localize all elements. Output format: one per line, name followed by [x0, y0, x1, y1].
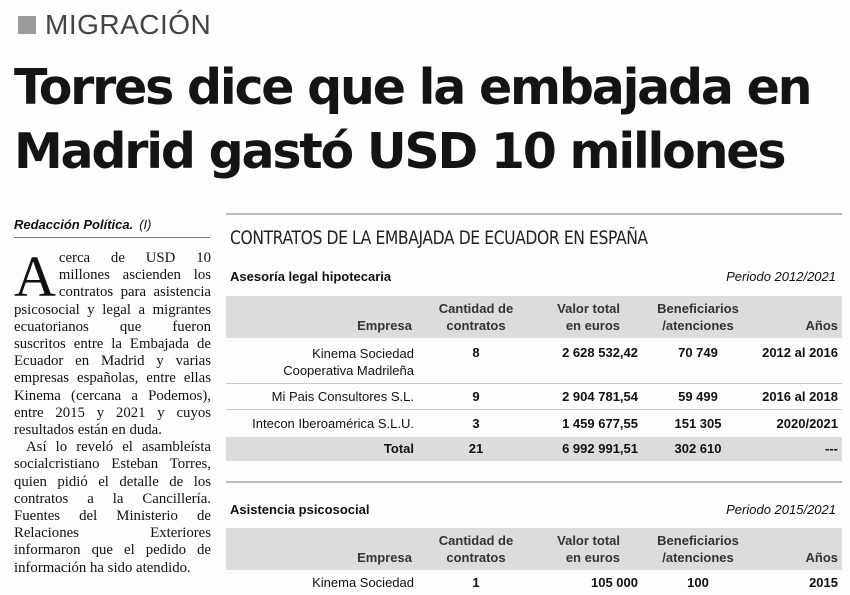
header-cantidad: Cantidad de contratos: [438, 533, 514, 565]
header-cantidad: Cantidad de contratos: [438, 301, 514, 333]
cell-cantidad: 8: [472, 345, 480, 360]
cell-beneficiarios: 59 499: [678, 389, 718, 404]
cell-cantidad: 1: [472, 575, 480, 590]
cell-empresa: Kinema Sociedad Cooperativa Madrileña: [283, 346, 414, 378]
table-row: [226, 345, 842, 381]
cell-cantidad: 9: [472, 389, 480, 404]
cell-valor: 2 904 781,54: [562, 389, 638, 404]
table2-period: Periodo 2015/2021: [726, 502, 836, 517]
cell-total-cantidad: 21: [468, 441, 484, 456]
contracts-infobox: [226, 213, 842, 595]
cell-beneficiarios: 70 749: [678, 345, 718, 360]
article-body: [14, 244, 211, 577]
table1-period: Periodo 2012/2021: [726, 269, 836, 284]
byline-author: Redacción Política.: [14, 217, 134, 232]
cell-beneficiarios: 100: [687, 575, 709, 590]
headline-line-1: Torres dice que la embajada en: [14, 59, 811, 116]
cell-valor: 2 628 532,42: [562, 345, 638, 360]
header-valor: Valor total en euros: [557, 301, 620, 333]
cell-empresa: Kinema Sociedad: [312, 575, 414, 590]
table2-subtitle: Asistencia psicosocial: [230, 502, 370, 517]
cell-total-beneficiarios: 302 610: [674, 441, 722, 456]
cell-anios: 2016 al 2018: [762, 389, 838, 404]
paragraph-1-text: cerca de USD 10 millones ascienden los contratos para asistencia psicosocial y legal a migrantes ecuatorianos que fueron suscritos entre la Embajada de Ecuador en Madrid y varias empresas españolas, entre ellas Kinema (cercana a Podemos), entre 2015 y 2021 y cuyos resultados están en duda.: [14, 250, 211, 439]
cell-empresa: Intecon Iberoamérica S.L.U.: [252, 416, 414, 431]
cell-anios: 2020/2021: [776, 416, 838, 431]
header-valor: Valor total en euros: [557, 533, 620, 565]
drop-cap: A: [14, 244, 56, 309]
header-empresa: Empresa: [357, 318, 412, 333]
table-divider: [226, 481, 842, 483]
headline-line-2: Madrid gastó USD 10 millones: [14, 123, 785, 180]
infobox-title: CONTRATOS DE LA EMBAJADA DE ECUADOR EN ESPAÑA: [230, 227, 648, 249]
headline: [14, 56, 844, 184]
row-divider: [226, 409, 842, 410]
byline: [14, 217, 151, 232]
cell-cantidad: 3: [472, 416, 480, 431]
header-anios: Años: [805, 318, 838, 333]
byline-mark: (I): [139, 217, 152, 232]
section-label: MIGRACIÓN: [45, 9, 212, 40]
row-divider: [226, 383, 842, 384]
cell-valor: 105 000: [591, 575, 638, 590]
total-row: [226, 437, 842, 461]
cell-anios: 2015: [809, 575, 838, 590]
section-header: [18, 9, 211, 41]
header-beneficiarios: Beneficiarios /atenciones: [657, 533, 739, 565]
header-empresa: Empresa: [357, 550, 412, 565]
table1-header: [226, 296, 842, 338]
header-beneficiarios: Beneficiarios /atenciones: [657, 301, 739, 333]
byline-rule: [14, 237, 210, 238]
cell-valor: 1 459 677,55: [562, 416, 638, 431]
table2-header: [226, 528, 842, 570]
table1-subtitle: Asesoría legal hipotecaria: [230, 269, 392, 284]
cell-empresa: Mi Pais Consultores S.L.: [271, 389, 414, 404]
article-paragraph-1: [14, 244, 211, 439]
cell-beneficiarios: 151 305: [674, 416, 722, 431]
cell-total-valor: 6 992 991,51: [562, 441, 638, 456]
cell-total-label: Total: [383, 441, 414, 456]
article-paragraph-2: Así lo reveló el asambleísta socialcristiano Esteban Torres, quien pidió el detalle de los contratos a la Cancillería. Fuentes del Ministerio de Relaciones Exteriores informaron que el pedido de información ha sido atendido.: [14, 439, 211, 576]
header-anios: Años: [805, 550, 838, 565]
cell-anios: 2012 al 2016: [762, 345, 838, 360]
section-square-icon: [18, 16, 36, 34]
cell-total-anios: ---: [825, 441, 838, 456]
